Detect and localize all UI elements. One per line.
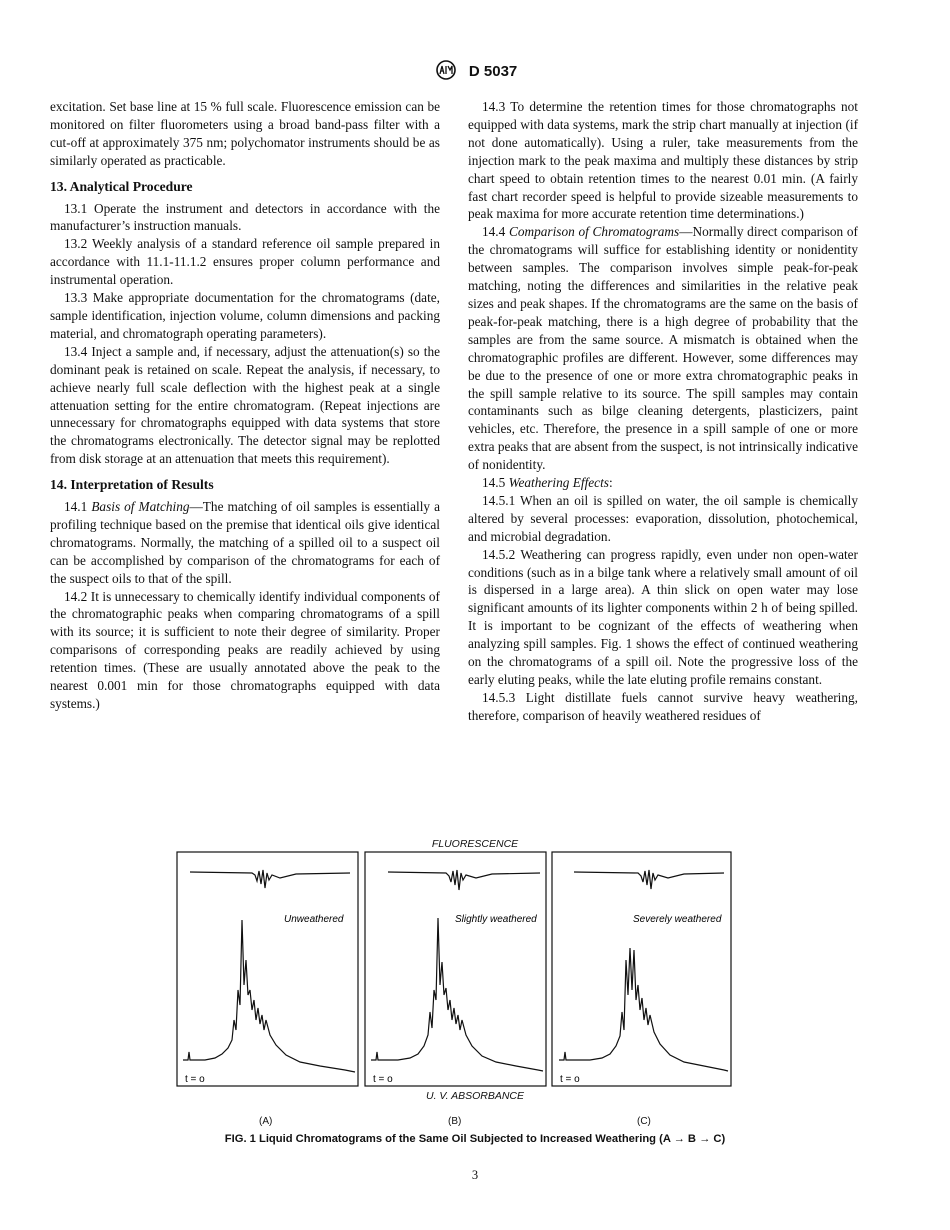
panel-frame <box>552 852 731 1086</box>
para-term: Weathering Effects <box>508 475 609 491</box>
paragraph: 14.2 It is unnecessary to chemically identify individual components of the chromatographic peaks when comparing chromatograms of a spill with its source; it is sufficient to note their degree of similarity. Proper comparisons of corresponding peaks are readily achieved by using retention times. (These are usually annotated above the peak to the nearest 0.001 min for those chromatographs equipped with data systems.) <box>50 588 440 711</box>
paragraph: 14.3 To determine the retention times for those chromatographs not equipped with data systems, mark the strip chart manually at injection (if not done automatically). Using a ruler, take measurements from the injection mark to the peak maxima and multiply these distances by strip chart speed to obtain retention times to the nearest 0.01 min. (A fairly fast chart recorder speed is helpful to provide sizeable measurements to peak maxima for more accurate retention time determinations.) <box>468 99 858 222</box>
paragraph: 13.2 Weekly analysis of a standard reference oil sample prepared in accordance with 11.1-11.1.2 ensures proper column performance and instrumental operation. <box>50 236 440 288</box>
panel-label: Severely weathered <box>633 914 722 925</box>
paragraph: excitation. Set base line at 15 % full scale. Fluorescence emission can be monitored on filter fluorometers using a broad band-pass filter with a cut-off at approximately 375 nm; polychomator instruments should be as similarly operated as practicable. <box>50 99 440 168</box>
section-heading: 13. Analytical Procedure <box>50 178 193 194</box>
chromatogram-panel-a <box>177 852 358 1086</box>
panel-frame <box>365 852 546 1086</box>
paragraph: 13.4 Inject a sample and, if necessary, adjust the attenuation(s) so the dominant peak is retained on scale. Repeat the analysis, if necessary, to achieve nearly full scale deflection with the highest peak at a single attenuation setting for the entire chromatogram. (Repeat injections are unnecessary for chromatographs equipped with data systems that store the chromatograms electronically. The detector signal may be replotted from disk storage at an attenuation that meets this requirement). <box>50 343 440 467</box>
para-number: 14.1 <box>64 499 88 515</box>
paragraph: 14.5.3 Light distillate fuels cannot survive heavy weathering, therefore, comparison of heavily weathered residues of <box>468 689 858 723</box>
section-heading: 14. Interpretation of Results <box>50 477 214 493</box>
fluorescence-trace <box>574 870 724 889</box>
designation: D 5037 <box>468 62 518 80</box>
paragraph: 13.1 Operate the instrument and detectors in accordance with the manufacturer’s instruction manuals. <box>50 200 440 234</box>
para-text: —The matching of oil samples is essentially a profiling technique based on the premise that identical oils give identical chromatograms. Normally, the matching of a spilled oil to a suspect oil can be accomplished by comparison of the chromatograms for each of the suspect oils to that of the spill. <box>50 499 440 586</box>
paragraph: 14.5.2 Weathering can progress rapidly, even under non open-water conditions (such as in a bilge tank where a relatively small amount of oil is dispersed in a large area). A thin slick on open water may lose significant amounts of its lighter components within 2 h of being spilled. It is important to be cognizant of the effects of weathering when analyzing spill samples. Fig. 1 shows the effect of continued weathering on the chromatograms of a spill oil. Note the progressive loss of the early eluting peaks, while the late eluting profile remains constant. <box>468 546 858 687</box>
fluorescence-trace <box>388 870 540 890</box>
panel-letter-b: (B) <box>448 1116 462 1127</box>
panel-frame <box>177 852 358 1086</box>
page-number: 3 <box>471 1168 479 1182</box>
t0-label: t = o <box>560 1074 580 1085</box>
panel-label: Unweathered <box>284 914 344 925</box>
figure-bottom-title: U. V. ABSORBANCE <box>425 1090 525 1102</box>
uv-absorbance-trace <box>371 918 543 1071</box>
chromatogram-panel-c <box>552 852 731 1086</box>
figure-caption: FIG. 1 Liquid Chromatograms of the Same Oil Subjected to Increased Weathering (A → B → C) <box>224 1133 726 1145</box>
fluorescence-trace <box>190 870 350 888</box>
para-number: 14.4 <box>482 224 506 240</box>
para-text: : <box>608 475 613 491</box>
uv-absorbance-trace <box>183 920 355 1072</box>
para-text: —Normally direct comparison of the chromatograms will suffice for establishing identity or nonidentity between samples. The comparison involves simple peak-for-peak matching, noting the differences and similarities in the relative peak sizes and peak shapes. If the chromatograms are the same on the basis of peak-for-peak matching, there is a high degree of probability that the samples are from the same source. A mismatch is obtained when the chromatographic profiles are different. However, some differences may be due to the presence of one or more extra chromatographic peaks in the spill sample relative to its source. The spill samples may contain contaminants such as bilge cleaning detergents, plasticizers, paint vehicles, etc. Therefore, the presence in a spill sample of one or more extra peaks that are absent from the suspect, is not intrinsically indicative of nonidentity. <box>468 224 858 473</box>
t0-label: t = o <box>373 1074 393 1085</box>
para-term: Comparison of Chromatograms <box>509 224 680 240</box>
para-number: 14.5 <box>482 475 506 491</box>
uv-absorbance-trace <box>559 948 728 1071</box>
para-term: Basis of Matching <box>91 499 190 515</box>
paragraph: 14.5.1 When an oil is spilled on water, the oil sample is chemically altered by several processes: evaporation, dissolution, photochemical, and microbial degradation. <box>468 492 858 544</box>
panel-label: Slightly weathered <box>455 914 537 925</box>
panel-letter-c: (C) <box>637 1116 651 1127</box>
t0-label: t = o <box>185 1074 205 1085</box>
panel-letter-a: (A) <box>259 1116 273 1127</box>
chromatogram-panel-b <box>365 852 546 1086</box>
paragraph: 13.3 Make appropriate documentation for the chromatograms (date, sample identification, injection volume, column dimensions and packing material, and chromatograph operating parameters). <box>50 290 440 341</box>
figure-top-title: FLUORESCENCE <box>431 838 519 850</box>
